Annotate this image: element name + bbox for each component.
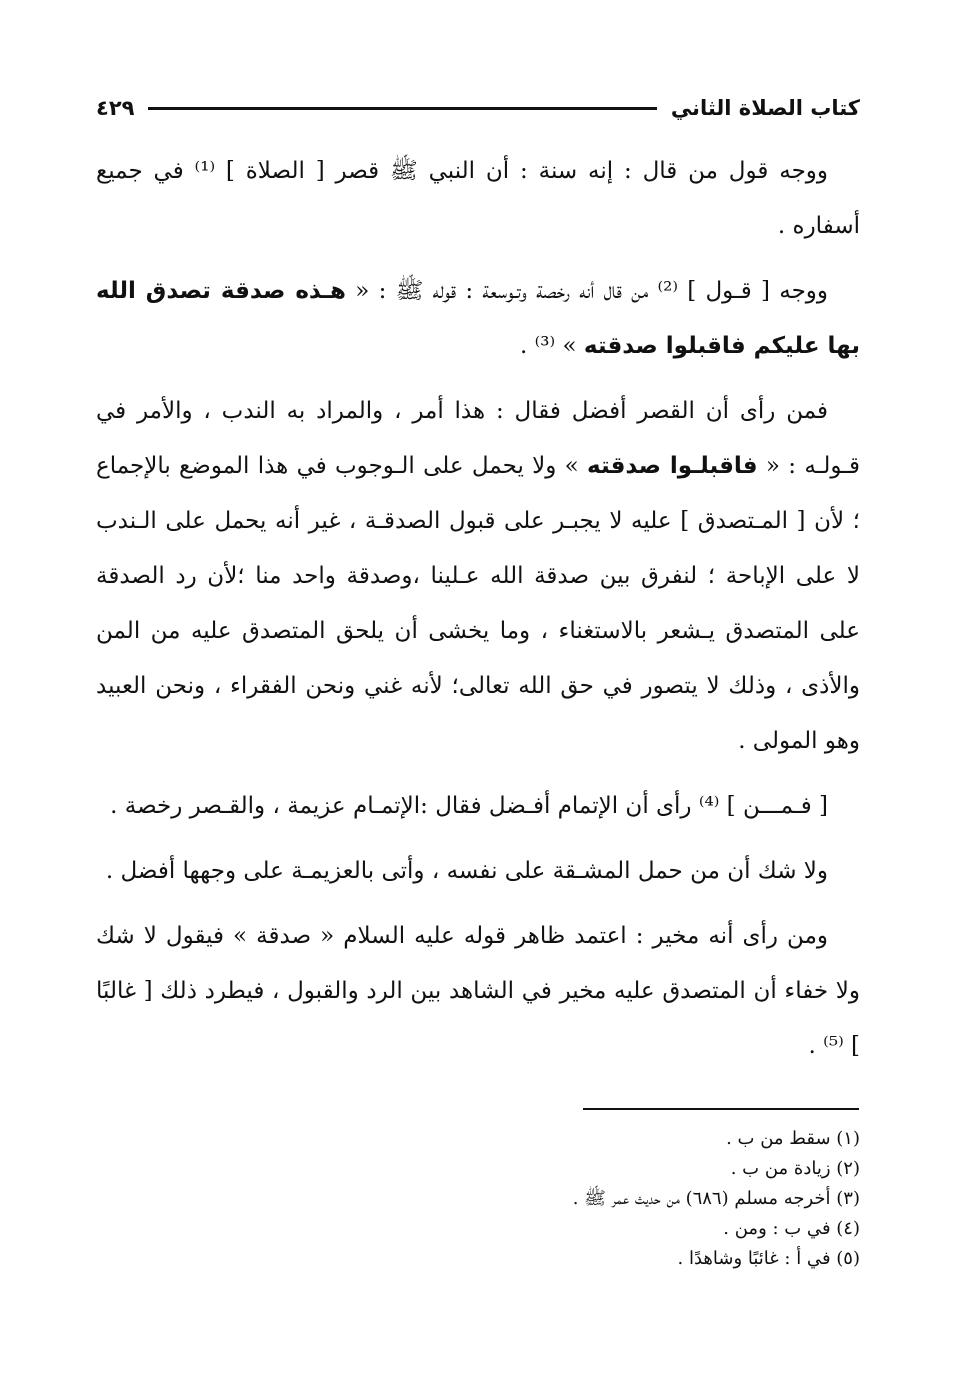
hadith-quote: هـذه صدقة تصدق الله بها عليكم فاقبلوا صدقته [96,278,860,359]
footnote-separator [583,1108,859,1110]
paragraph-6: ومن رأى أنه مخير : اعتمد ظاهر قوله عليه السلام « صدقة » فيقول لا شك ولا خفاء أن المتصدق عليه مخير في الشاهد بين الرد والقبول ، فيطرد ذلك [ غالبًا ] ⁽⁵⁾ . [96,923,860,1059]
footnote-2: (٢) زيادة من ب . [730,1158,860,1179]
footnote-4: (٤) في ب : ومن . [723,1218,860,1239]
paragraph-1: ووجه قول من قال : إنه سنة : أن النبي ﷺ قصر [ الصلاة ] ⁽¹⁾ في جميع أسفاره . [96,158,860,239]
paragraph-2-start: ووجه [ قـول ] ⁽²⁾ من قال أنه رخصة وتـوسعة : قوله ﷺ : « [355,278,829,304]
header-rule [148,107,656,110]
paragraph-4: [ فـمـــن ] ⁽⁴⁾ رأى أن الإتمام أفـضل فقال :الإتمـام عزيمة ، والقـصر رخصة . [110,793,828,819]
footnote-3: (٣) أخرجه مسلم (٦٨٦) من حديث عمر ﷺ . [572,1188,860,1209]
paragraph-3-rest: » ولا يحمل على الـوجوب في هذا الموضع بالإجماع ؛ لأن [ المـتصدق ] عليه لا يجبـر على قبول الصدقـة ، غير أنه يحمل على الـندب لا على الإباحة ؛ لنفرق بين صدقة الله عـلينا ،وصدقة واحد منا ؛لأن رد الصدقة على المتصدق يـشعر بالاستغناء ، وما يخشى أن يلحق المتصدق عليه من المن والأذى ، وذلك لا يتصور في حق الله تعالى؛ لأنه غني ونحن الفقراء ، ونحن العبيد وهو المولى . [96,453,860,754]
paragraph-2 [96,264,860,374]
book-title: كتاب الصلاة الثاني [670,96,860,120]
page-number: ٤٢٩ [96,96,135,120]
footnote-1: (١) سقط من ب . [726,1128,860,1149]
paragraph-3 [96,384,860,769]
main-text [96,144,860,1084]
paragraph-2-end: » ⁽³⁾ . [520,333,577,359]
hadith-phrase: فاقبلـوا صدقته [587,453,758,479]
footnotes [96,1124,860,1274]
running-header [96,88,860,128]
paragraph-3-start: فمن رأى أن القصر أفضل فقال : هذا أمر ، والمراد به الندب ، والأمر في قـولـه : « [96,398,861,479]
paragraph-5: ولا شك أن من حمل المشـقة على نفسه ، وأتى بالعزيمـة على وجهها أفضل . [105,858,828,884]
footnote-5: (٥) في أ : غائبًا وشاهدًا . [677,1248,860,1269]
